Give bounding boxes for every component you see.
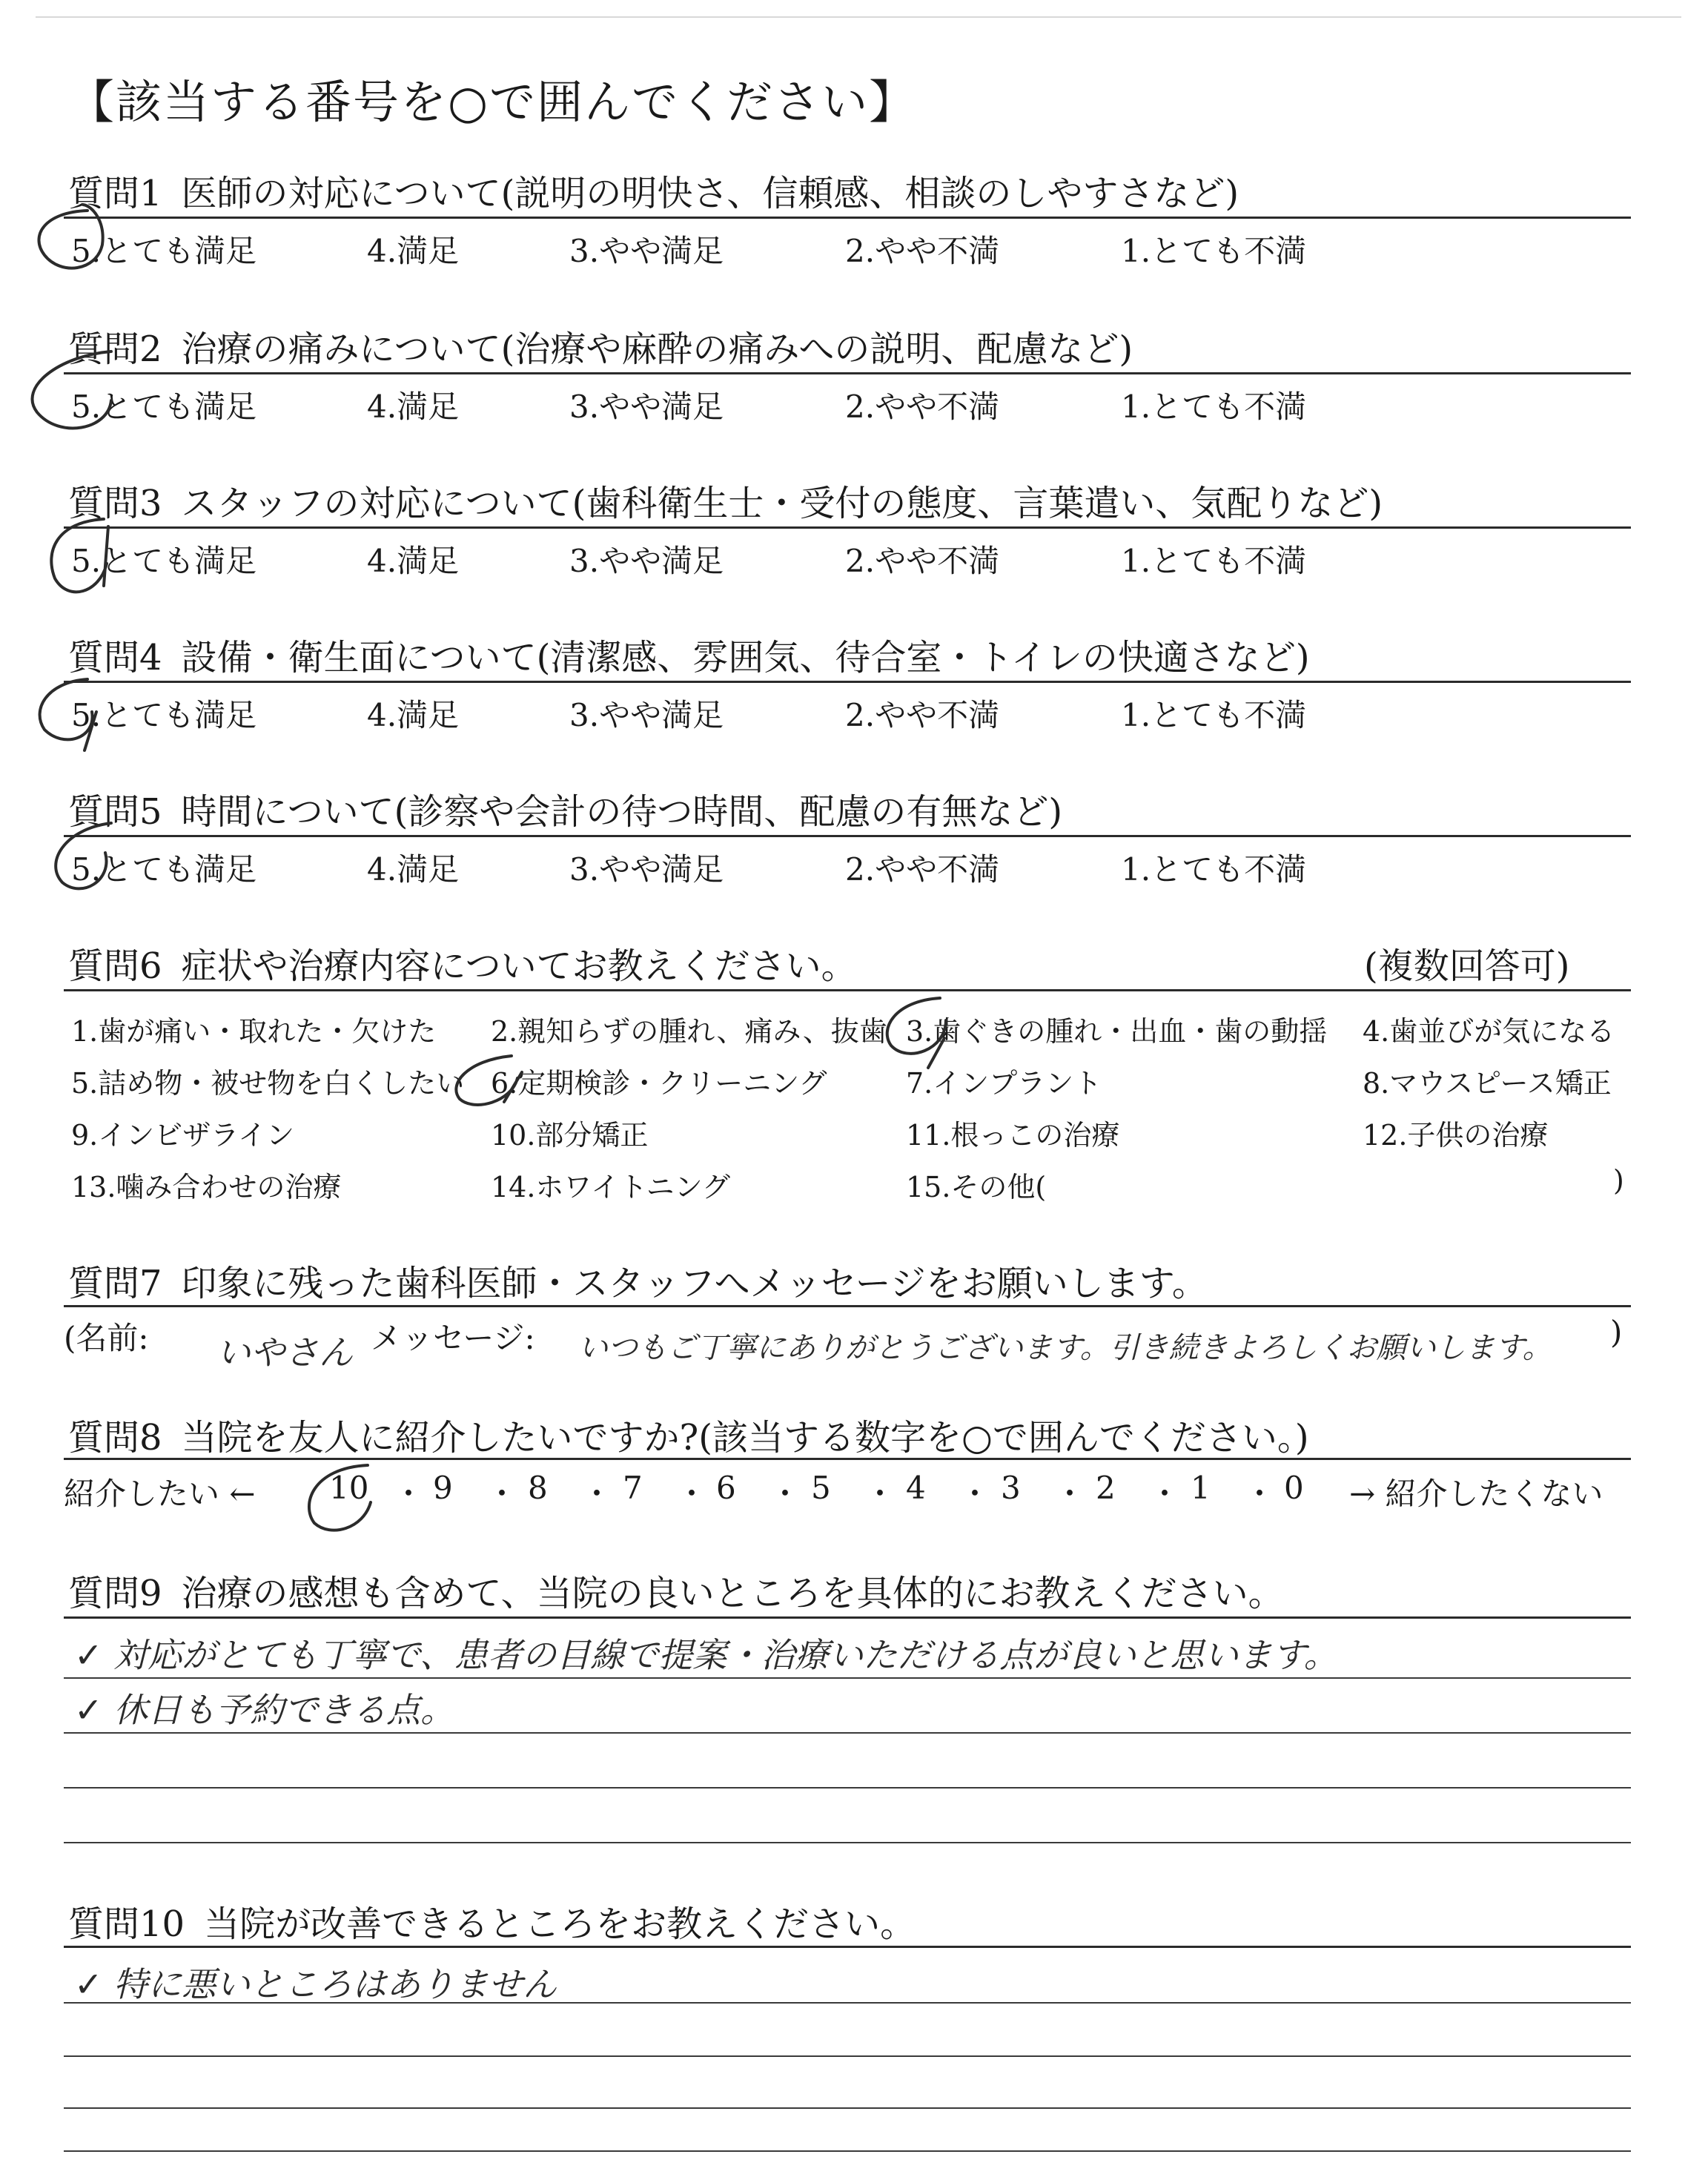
- option-1[interactable]: 1.とても不満: [1121, 233, 1307, 269]
- question-number: 質問5: [68, 791, 162, 833]
- option-5[interactable]: 5.とても満足: [71, 697, 257, 733]
- question-5: [68, 783, 1062, 834]
- answer-rule: [64, 1677, 1631, 1679]
- question-6: [68, 937, 857, 988]
- question-text: 時間について(診察や会計の待つ時間、配慮の有無など): [181, 791, 1063, 833]
- question-underline: [64, 526, 1631, 529]
- symptom-option-2[interactable]: 2.親知らずの腫れ、痛み、抜歯: [491, 1015, 887, 1048]
- answer-line-2[interactable]: ✓ 休日も予約できる点。: [74, 1690, 455, 1730]
- symptom-option-12[interactable]: 12.子供の治療: [1363, 1119, 1549, 1152]
- scale-3[interactable]: 3: [1001, 1470, 1021, 1506]
- answer-rule: [64, 1732, 1631, 1734]
- question-text: 医師の対応について(説明の明快さ、信頼感、相談のしやすさなど): [181, 173, 1239, 214]
- option-5[interactable]: 5.とても満足: [71, 389, 257, 425]
- question-1: [68, 165, 1239, 216]
- question-9: [68, 1565, 1284, 1616]
- question-underline: [64, 372, 1631, 374]
- option-3[interactable]: 3.やや満足: [569, 697, 724, 733]
- message-close-paren: ): [1610, 1314, 1623, 1350]
- message-value[interactable]: いつもご丁寧にありがとうございます。引き続きよろしくお願いします。: [578, 1331, 1552, 1365]
- option-5[interactable]: 5.とても満足: [71, 233, 257, 269]
- option-2[interactable]: 2.やや不満: [845, 851, 1000, 888]
- symptom-option-10[interactable]: 10.部分矯正: [491, 1119, 649, 1152]
- message-label: メッセージ:: [371, 1320, 535, 1356]
- top-border: [36, 16, 1681, 18]
- option-1[interactable]: 1.とても不満: [1121, 543, 1307, 579]
- question-8: [68, 1409, 1309, 1460]
- recommend-left-label: 紹介したい ←: [64, 1476, 256, 1512]
- option-4[interactable]: 4.満足: [367, 697, 460, 733]
- question-text: 印象に残った歯科医師・スタッフへメッセージをお願いします。: [181, 1263, 1208, 1304]
- symptom-option-15[interactable]: 15.その他(: [906, 1171, 1047, 1203]
- symptom-option-1[interactable]: 1.歯が痛い・取れた・欠けた: [71, 1015, 437, 1048]
- question-number: 質問10: [68, 1903, 185, 1945]
- symptom-option-4[interactable]: 4.歯並びが気になる: [1363, 1015, 1615, 1048]
- scale-5[interactable]: 5: [811, 1470, 831, 1506]
- option-3[interactable]: 3.やや満足: [569, 543, 724, 579]
- question-text: 症状や治療内容についてお教えください。: [181, 945, 857, 987]
- scale-dot: ・: [393, 1476, 425, 1512]
- answer-rule: [64, 1787, 1631, 1789]
- option-3[interactable]: 3.やや満足: [569, 389, 724, 425]
- question-text: 当院が改善できるところをお教えください。: [204, 1903, 916, 1945]
- question-underline: [64, 835, 1631, 837]
- option-2[interactable]: 2.やや不満: [845, 697, 1000, 733]
- question-underline: [64, 1946, 1631, 1948]
- option-4[interactable]: 4.満足: [367, 543, 460, 579]
- scale-dot: ・: [581, 1476, 613, 1512]
- option-5[interactable]: 5.とても満足: [71, 543, 257, 579]
- page-title: 【該当する番号を○で囲んでください】: [68, 75, 917, 129]
- name-value[interactable]: いやさん: [216, 1332, 353, 1373]
- scale-2[interactable]: 2: [1096, 1470, 1116, 1506]
- scale-dot: ・: [959, 1476, 991, 1512]
- scale-dot: ・: [1149, 1476, 1181, 1512]
- symptom-option-11[interactable]: 11.根っこの治療: [906, 1119, 1120, 1152]
- scale-dot: ・: [486, 1476, 518, 1512]
- scale-dot: ・: [676, 1476, 708, 1512]
- option-1[interactable]: 1.とても不満: [1121, 851, 1307, 888]
- question-number: 質問4: [68, 637, 162, 678]
- question-underline: [64, 1616, 1631, 1619]
- option-1[interactable]: 1.とても不満: [1121, 697, 1307, 733]
- symptom-option-9[interactable]: 9.インビザライン: [71, 1119, 295, 1152]
- question-number: 質問3: [68, 483, 162, 524]
- question-number: 質問8: [68, 1417, 162, 1459]
- scale-4[interactable]: 4: [906, 1470, 926, 1506]
- option-3[interactable]: 3.やや満足: [569, 233, 724, 269]
- question-4: [68, 629, 1310, 680]
- option-2[interactable]: 2.やや不満: [845, 233, 1000, 269]
- symptom-option-7[interactable]: 7.インプラント: [906, 1067, 1102, 1100]
- symptom-option-14[interactable]: 14.ホワイトニング: [491, 1171, 731, 1203]
- question-underline: [64, 681, 1631, 683]
- option-4[interactable]: 4.満足: [367, 851, 460, 888]
- question-7: [68, 1255, 1208, 1306]
- symptom-option-3[interactable]: 3.歯ぐきの腫れ・出血・歯の動揺: [906, 1015, 1328, 1048]
- symptom-option-13[interactable]: 13.噛み合わせの治療: [71, 1171, 342, 1203]
- option-1[interactable]: 1.とても不満: [1121, 389, 1307, 425]
- scale-dot: ・: [769, 1476, 801, 1512]
- scale-9[interactable]: 9: [433, 1470, 453, 1506]
- answer-rule: [64, 2150, 1631, 2152]
- question-10: [68, 1895, 916, 1946]
- improvement-line-1[interactable]: ✓ 特に悪いところはありません: [74, 1964, 557, 2004]
- question-text: 治療の痛みについて(治療や麻酔の痛みへの説明、配慮など): [181, 328, 1133, 370]
- answer-rule: [64, 1842, 1631, 1843]
- option-4[interactable]: 4.満足: [367, 389, 460, 425]
- scale-dot: ・: [864, 1476, 896, 1512]
- symptom-option-6[interactable]: 6.定期検診・クリーニング: [491, 1067, 827, 1100]
- other-close-paren: ): [1613, 1164, 1624, 1197]
- question-underline: [64, 1305, 1631, 1307]
- symptom-option-8[interactable]: 8.マウスピース矯正: [1363, 1067, 1612, 1100]
- question-text: スタッフの対応について(歯科衛生士・受付の態度、言葉遣い、気配りなど): [181, 483, 1383, 524]
- question-number: 質問1: [68, 173, 162, 214]
- scale-1[interactable]: 1: [1191, 1470, 1211, 1506]
- question-text: 設備・衛生面について(清潔感、雰囲気、待合室・トイレの快適さなど): [181, 637, 1310, 678]
- scale-10[interactable]: 10: [329, 1470, 369, 1506]
- option-5[interactable]: 5.とても満足: [71, 851, 257, 888]
- question-underline: [64, 1458, 1631, 1460]
- question-3: [68, 475, 1383, 526]
- scale-8[interactable]: 8: [528, 1470, 548, 1506]
- question-number: 質問7: [68, 1263, 162, 1304]
- option-4[interactable]: 4.満足: [367, 233, 460, 269]
- question-underline: [64, 217, 1631, 219]
- question-number: 質問2: [68, 328, 162, 370]
- question-text: 治療の感想も含めて、当院の良いところを具体的にお教えください。: [181, 1573, 1284, 1614]
- scale-0[interactable]: 0: [1284, 1470, 1304, 1506]
- answer-rule: [64, 2055, 1631, 2057]
- question-2: [68, 320, 1133, 371]
- option-2[interactable]: 2.やや不満: [845, 389, 1000, 425]
- question-number: 質問9: [68, 1573, 162, 1614]
- answer-rule: [64, 2002, 1631, 2004]
- question-underline: [64, 989, 1631, 991]
- scale-6[interactable]: 6: [716, 1470, 736, 1506]
- option-2[interactable]: 2.やや不満: [845, 543, 1000, 579]
- scale-dot: ・: [1054, 1476, 1086, 1512]
- multiple-answer-note: (複数回答可): [1364, 945, 1570, 987]
- scale-dot: ・: [1244, 1476, 1276, 1512]
- scale-7[interactable]: 7: [623, 1470, 643, 1506]
- recommend-right-label: → 紹介したくない: [1349, 1476, 1603, 1512]
- question-number: 質問6: [68, 945, 162, 987]
- answer-line-1[interactable]: ✓ 対応がとても丁寧で、患者の目線で提案・治療いただける点が良いと思います。: [74, 1635, 1338, 1675]
- option-3[interactable]: 3.やや満足: [569, 851, 724, 888]
- question-text: 当院を友人に紹介したいですか?(該当する数字を○で囲んでください。): [181, 1417, 1309, 1459]
- answer-rule: [64, 2107, 1631, 2109]
- name-label: (名前:: [64, 1320, 149, 1356]
- symptom-option-5[interactable]: 5.詰め物・被せ物を白くしたい: [71, 1067, 465, 1100]
